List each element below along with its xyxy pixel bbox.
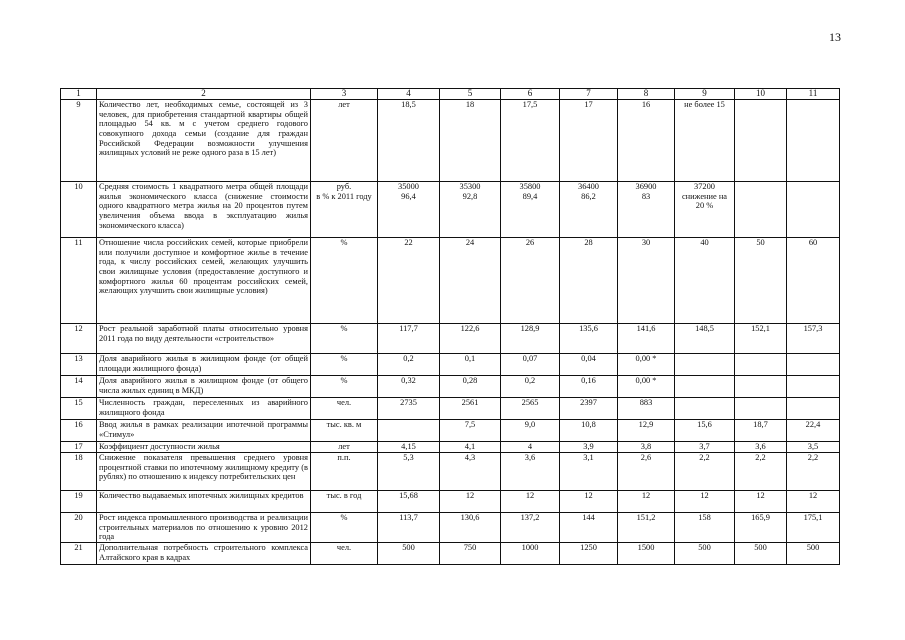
value-cell xyxy=(378,181,440,237)
value-cell xyxy=(440,512,501,542)
unit-line: чел. xyxy=(336,397,352,407)
value-cell xyxy=(378,419,440,441)
value-line: 500 xyxy=(806,542,820,552)
value-line: 92,8 xyxy=(462,191,478,201)
unit-line: тыс. в год xyxy=(326,490,362,500)
value-cell xyxy=(787,490,840,512)
unit-cell xyxy=(311,375,378,397)
unit-line: лет xyxy=(338,441,350,451)
unit-cell xyxy=(311,419,378,441)
value-cell xyxy=(787,353,840,375)
header-cell: 8 xyxy=(618,89,675,100)
row-number: 18 xyxy=(61,452,97,490)
value-line: 60 xyxy=(808,237,818,247)
value-cell xyxy=(675,375,735,397)
value-cell xyxy=(501,490,560,512)
value-cell xyxy=(735,181,787,237)
value-cell xyxy=(787,237,840,323)
indicator-description: Дополнительная потребность строительного комплекса Алтайского края в кадрах xyxy=(97,542,311,564)
indicator-description: Средняя стоимость 1 квадратного метра общей площади жилья экономического класса (снижение стоимости одного квадратного метра жилья на 20 процентов путем увеличения объема ввода в эксплуатацию жилья экономического класса) xyxy=(97,181,311,237)
indicator-description: Рост реальной заработной платы относительно уровня 2011 года по виду деятельности «строительство» xyxy=(97,323,311,353)
value-cell xyxy=(378,375,440,397)
value-line: 3,1 xyxy=(583,452,594,462)
header-cell: 7 xyxy=(560,89,618,100)
value-line: 2,6 xyxy=(640,452,652,462)
value-line: 2735 xyxy=(400,397,417,407)
table-row xyxy=(61,323,840,353)
value-cell xyxy=(378,452,440,490)
value-cell xyxy=(787,323,840,353)
indicator-description: Отношение числа российских семей, которые приобрели или получили доступное и комфортное жилье в течение года, к числу российских семей, желающих улучшить свои жилищные условия (предоставление доступного и комфортного жилья 60 процентам российских семей, желающих улучшить свои жилищные условия) xyxy=(97,237,311,323)
unit-cell xyxy=(311,353,378,375)
value-cell xyxy=(378,512,440,542)
value-cell xyxy=(440,237,501,323)
value-line: 175,1 xyxy=(803,512,823,522)
value-cell xyxy=(787,375,840,397)
value-cell xyxy=(501,512,560,542)
value-line: 2,2 xyxy=(699,452,710,462)
value-cell xyxy=(618,397,675,419)
value-cell xyxy=(501,323,560,353)
value-cell xyxy=(501,237,560,323)
row-number: 13 xyxy=(61,353,97,375)
value-cell xyxy=(501,397,560,419)
value-cell xyxy=(787,452,840,490)
value-line: 0,1 xyxy=(464,353,476,363)
unit-line: в % к 2011 году xyxy=(316,191,372,201)
value-line: 122,6 xyxy=(460,323,480,333)
row-number: 15 xyxy=(61,397,97,419)
value-cell xyxy=(560,237,618,323)
value-cell xyxy=(378,441,440,452)
table-row xyxy=(61,397,840,419)
value-cell xyxy=(675,181,735,237)
value-cell xyxy=(440,99,501,181)
value-cell xyxy=(560,181,618,237)
value-cell xyxy=(378,323,440,353)
value-line: 12 xyxy=(525,490,535,500)
value-line: 15,68 xyxy=(399,490,418,500)
value-line: 883 xyxy=(639,397,653,407)
table-row xyxy=(61,237,840,323)
value-line: 17 xyxy=(584,99,593,109)
table-row xyxy=(61,419,840,441)
unit-line: % xyxy=(340,353,348,363)
value-line: 0,16 xyxy=(581,375,596,385)
unit-line: лет xyxy=(338,99,350,109)
value-cell xyxy=(735,99,787,181)
value-cell xyxy=(735,323,787,353)
value-cell xyxy=(675,353,735,375)
unit-cell xyxy=(311,323,378,353)
value-line: 3,6 xyxy=(755,441,766,451)
value-line: 2565 xyxy=(521,397,539,407)
value-cell xyxy=(735,441,787,452)
value-line: 0,2 xyxy=(524,375,536,385)
value-line: 144 xyxy=(582,512,595,522)
value-line: 128,9 xyxy=(520,323,540,333)
value-cell xyxy=(675,452,735,490)
value-line: 0,00 * xyxy=(635,353,657,363)
value-line: 30 xyxy=(641,237,651,247)
unit-line: % xyxy=(340,375,348,385)
indicator-description: Доля аварийного жилья в жилищном фонде (от общего числа жилых единиц в МКД) xyxy=(97,375,311,397)
unit-cell xyxy=(311,99,378,181)
table-row xyxy=(61,452,840,490)
value-cell xyxy=(787,181,840,237)
value-line: 28 xyxy=(584,237,593,247)
header-cell: 11 xyxy=(787,89,840,100)
value-cell xyxy=(440,419,501,441)
value-line: 500 xyxy=(698,542,711,552)
value-cell xyxy=(675,490,735,512)
value-line: 12 xyxy=(465,490,475,500)
value-line: 12 xyxy=(808,490,818,500)
value-cell xyxy=(440,323,501,353)
value-line: 9,0 xyxy=(524,419,536,429)
value-line: 12 xyxy=(756,490,765,500)
value-cell xyxy=(675,397,735,419)
value-line: 3,8 xyxy=(640,441,652,451)
unit-cell xyxy=(311,542,378,564)
value-line: 750 xyxy=(463,542,477,552)
indicator-description: Рост индекса промышленного производства и реализации строительных материалов по отношению к уровню 2012 года xyxy=(97,512,311,542)
value-line: 3,9 xyxy=(583,441,594,451)
value-cell xyxy=(735,419,787,441)
value-cell xyxy=(378,490,440,512)
value-cell xyxy=(440,542,501,564)
header-cell: 5 xyxy=(440,89,501,100)
row-number: 19 xyxy=(61,490,97,512)
header-cell: 2 xyxy=(97,89,311,100)
value-line: 1500 xyxy=(637,542,655,552)
value-cell xyxy=(560,323,618,353)
value-line: 2561 xyxy=(461,397,479,407)
value-cell xyxy=(675,99,735,181)
unit-line: тыс. кв. м xyxy=(326,419,362,429)
value-cell xyxy=(735,397,787,419)
value-cell xyxy=(787,542,840,564)
unit-cell xyxy=(311,397,378,419)
value-cell xyxy=(735,542,787,564)
indicator-description: Коэффициент доступности жилья xyxy=(97,441,311,452)
value-line: 0,32 xyxy=(401,375,416,385)
row-number: 21 xyxy=(61,542,97,564)
value-line: 26 xyxy=(525,237,535,247)
value-line: 22,4 xyxy=(805,419,821,429)
value-line: 96,4 xyxy=(401,191,416,201)
unit-line: руб. xyxy=(336,181,352,191)
value-line: 0,04 xyxy=(581,353,596,363)
value-cell xyxy=(618,441,675,452)
unit-cell xyxy=(311,441,378,452)
value-cell xyxy=(378,99,440,181)
table-row xyxy=(61,99,840,181)
row-number: 12 xyxy=(61,323,97,353)
value-cell xyxy=(440,397,501,419)
header-cell: 3 xyxy=(311,89,378,100)
value-cell xyxy=(501,375,560,397)
value-cell xyxy=(618,375,675,397)
value-cell xyxy=(440,452,501,490)
value-line: 12 xyxy=(641,490,651,500)
value-line: 15,6 xyxy=(697,419,712,429)
value-cell xyxy=(675,512,735,542)
header-cell: 1 xyxy=(61,89,97,100)
value-cell xyxy=(560,375,618,397)
unit-line: % xyxy=(340,237,348,247)
value-cell xyxy=(675,441,735,452)
indicator-description: Количество лет, необходимых семье, состоящей из 3 человек, для приобретения стандартной квартиры общей площадью 54 кв. м с учетом среднего годового совокупного дохода семьи (создание для граждан Российской Федерации возможности улучшения жилищных условий не реже одного раза в 15 лет) xyxy=(97,99,311,181)
value-cell xyxy=(618,323,675,353)
value-line: 86,2 xyxy=(581,191,596,201)
value-cell xyxy=(787,512,840,542)
value-cell xyxy=(787,397,840,419)
unit-line: п.п. xyxy=(337,452,351,462)
unit-line: чел. xyxy=(336,542,352,552)
value-cell xyxy=(675,323,735,353)
value-cell xyxy=(440,353,501,375)
value-line: 5,3 xyxy=(403,452,414,462)
table-row xyxy=(61,512,840,542)
value-cell xyxy=(440,181,501,237)
value-cell xyxy=(501,181,560,237)
unit-cell xyxy=(311,237,378,323)
header-row xyxy=(61,89,840,100)
value-line: 83 xyxy=(641,191,651,201)
page-number: 13 xyxy=(829,30,841,44)
value-line: 113,7 xyxy=(399,512,418,522)
row-number: 16 xyxy=(61,419,97,441)
header-cell: 4 xyxy=(378,89,440,100)
value-line: 24 xyxy=(465,237,475,247)
value-cell xyxy=(440,375,501,397)
row-number: 20 xyxy=(61,512,97,542)
value-line: 35300 xyxy=(459,181,481,191)
value-line: 50 xyxy=(756,237,765,247)
value-line: 4,1 xyxy=(464,441,476,451)
value-cell xyxy=(618,452,675,490)
value-cell xyxy=(440,441,501,452)
value-cell xyxy=(560,353,618,375)
value-line: 1250 xyxy=(580,542,597,552)
row-number: 17 xyxy=(61,441,97,452)
unit-line: % xyxy=(340,512,348,522)
value-cell xyxy=(618,237,675,323)
value-line: 18,5 xyxy=(401,99,416,109)
value-line: 3,7 xyxy=(699,441,710,451)
header-cell: 10 xyxy=(735,89,787,100)
value-cell xyxy=(735,452,787,490)
value-cell xyxy=(440,490,501,512)
value-cell xyxy=(618,99,675,181)
value-line: 135,6 xyxy=(579,323,598,333)
value-line: 3,6 xyxy=(524,452,536,462)
value-cell xyxy=(378,397,440,419)
value-line: 137,2 xyxy=(520,512,540,522)
value-line: 10,8 xyxy=(581,419,596,429)
value-cell xyxy=(560,441,618,452)
value-line: 12 xyxy=(700,490,709,500)
value-line: 7,5 xyxy=(464,419,476,429)
value-cell xyxy=(618,353,675,375)
value-cell xyxy=(560,542,618,564)
unit-cell xyxy=(311,512,378,542)
unit-cell xyxy=(311,452,378,490)
indicator-description: Количество выдаваемых ипотечных жилищных кредитов xyxy=(97,490,311,512)
value-cell xyxy=(560,490,618,512)
value-cell xyxy=(735,237,787,323)
value-cell xyxy=(378,237,440,323)
value-cell xyxy=(560,99,618,181)
unit-cell xyxy=(311,181,378,237)
value-line: 16 xyxy=(641,99,651,109)
value-line: 12 xyxy=(584,490,593,500)
value-line: 0,2 xyxy=(403,353,414,363)
indicator-description: Численность граждан, переселенных из аварийного жилищного фонда xyxy=(97,397,311,419)
value-cell xyxy=(501,99,560,181)
header-cell: 9 xyxy=(675,89,735,100)
value-line: 17,5 xyxy=(522,99,538,109)
value-line: 12,9 xyxy=(638,419,654,429)
value-line: 37200 xyxy=(694,181,715,191)
value-cell xyxy=(735,375,787,397)
indicator-description: Ввод жилья в рамках реализации ипотечной программы «Стимул» xyxy=(97,419,311,441)
value-line: 2,2 xyxy=(755,452,766,462)
value-cell xyxy=(378,353,440,375)
value-cell xyxy=(501,353,560,375)
value-cell xyxy=(618,181,675,237)
value-line: 152,1 xyxy=(751,323,770,333)
value-cell xyxy=(675,419,735,441)
indicators-table xyxy=(60,88,840,565)
value-line: 35800 xyxy=(519,181,541,191)
value-line: 40 xyxy=(700,237,709,247)
unit-line: % xyxy=(340,323,348,333)
value-cell xyxy=(618,490,675,512)
value-line: 3,5 xyxy=(807,441,819,451)
indicator-description: Снижение показателя превышения среднего уровня процентной ставки по ипотечному жилищному кредиту (в рублях) по отношению к индексу потребительских цен xyxy=(97,452,311,490)
value-line: 35000 xyxy=(398,181,419,191)
indicator-description: Доля аварийного жилья в жилищном фонде (от общей площади жилищного фонда) xyxy=(97,353,311,375)
value-line: 22 xyxy=(404,237,413,247)
value-cell xyxy=(560,419,618,441)
row-number: 10 xyxy=(61,181,97,237)
value-line: 500 xyxy=(402,542,415,552)
value-cell xyxy=(560,452,618,490)
value-line: 4,15 xyxy=(401,441,416,451)
value-cell xyxy=(378,542,440,564)
value-line: 158 xyxy=(698,512,711,522)
value-cell xyxy=(735,490,787,512)
value-line: 4,3 xyxy=(464,452,476,462)
value-line: 36400 xyxy=(578,181,599,191)
table-row xyxy=(61,181,840,237)
table-row xyxy=(61,353,840,375)
value-line: снижение на 20 % xyxy=(681,191,728,211)
value-cell xyxy=(787,441,840,452)
table-row xyxy=(61,490,840,512)
value-cell xyxy=(675,542,735,564)
value-line: 4 xyxy=(527,441,533,451)
table-row xyxy=(61,441,840,452)
value-line: не более 15 xyxy=(684,99,725,109)
value-line: 141,6 xyxy=(636,323,656,333)
value-cell xyxy=(618,542,675,564)
value-cell xyxy=(675,237,735,323)
value-cell xyxy=(501,452,560,490)
value-cell xyxy=(501,542,560,564)
value-line: 89,4 xyxy=(522,191,538,201)
unit-cell xyxy=(311,490,378,512)
header-cell: 6 xyxy=(501,89,560,100)
value-cell xyxy=(618,512,675,542)
value-line: 148,5 xyxy=(695,323,714,333)
value-cell xyxy=(735,353,787,375)
value-cell xyxy=(501,419,560,441)
value-line: 0,00 * xyxy=(635,375,657,385)
value-cell xyxy=(560,397,618,419)
value-line: 151,2 xyxy=(636,512,656,522)
value-line: 2,2 xyxy=(807,452,819,462)
value-line: 130,6 xyxy=(460,512,480,522)
value-cell xyxy=(618,419,675,441)
value-line: 500 xyxy=(754,542,767,552)
value-line: 157,3 xyxy=(803,323,823,333)
row-number: 14 xyxy=(61,375,97,397)
value-cell xyxy=(787,419,840,441)
row-number: 9 xyxy=(61,99,97,181)
value-cell xyxy=(735,512,787,542)
value-line: 0,07 xyxy=(522,353,538,363)
table-row xyxy=(61,542,840,564)
value-line: 18,7 xyxy=(753,419,768,429)
value-line: 1000 xyxy=(521,542,539,552)
value-cell xyxy=(501,441,560,452)
value-line: 18 xyxy=(465,99,475,109)
value-line: 165,9 xyxy=(751,512,770,522)
value-cell xyxy=(787,99,840,181)
value-line: 2397 xyxy=(580,397,597,407)
row-number: 11 xyxy=(61,237,97,323)
value-line: 36900 xyxy=(635,181,657,191)
value-cell xyxy=(560,512,618,542)
value-line: 0,28 xyxy=(462,375,478,385)
value-line: 117,7 xyxy=(399,323,418,333)
table-row xyxy=(61,375,840,397)
